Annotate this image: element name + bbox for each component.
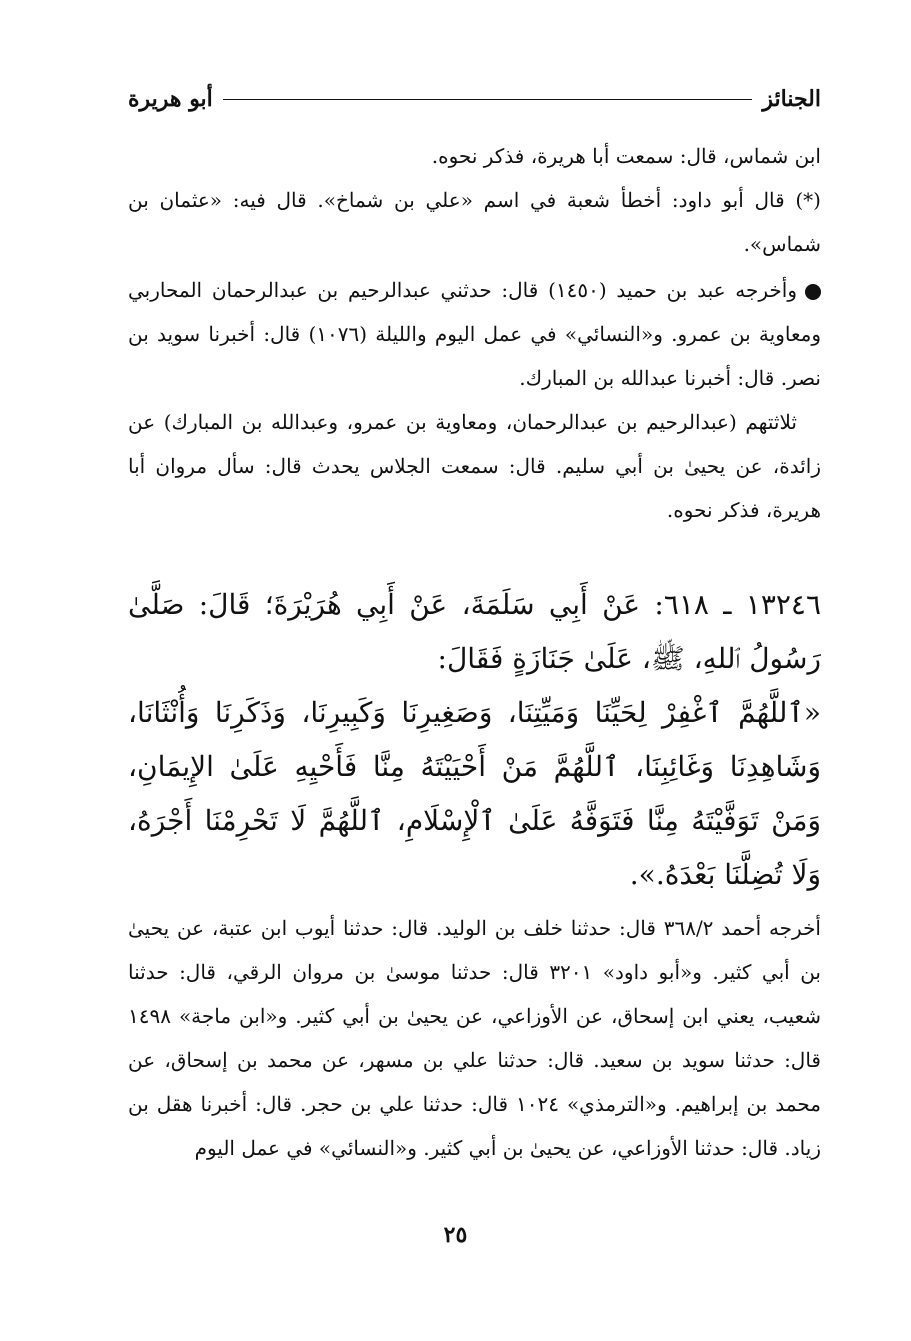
chapter-title: الجنائز [762,86,821,112]
hadith-intro: ١٣٢٤٦ ـ ٦١٨: عَنْ أَبِي سَلَمَةَ، عَنْ أَبِي هُرَيْرَةَ؛ قَالَ: صَلَّىٰ رَسُولُ ٱللهِ، ﷺ، عَلَىٰ جَنَازَةٍ فَقَالَ: [128,588,821,675]
paragraph-4: ثلاثتهم (عبدالرحيم بن عبدالرحمان، ومعاوية بن عمرو، وعبدالله بن المبارك) عن زائدة، عن يحيىٰ بن أبي سليم. قال: سمعت الجلاس يحدث قال: سأل مروان أبا هريرة، فذكر نحوه. [128,410,822,522]
author-title: أبو هريرة [128,86,213,112]
header-rule [223,99,753,100]
running-header [128,82,821,116]
paragraph-1: ابن شماس، قال: سمعت أبا هريرة، فذكر نحوه. [431,144,821,168]
hadith-text: «ٱللَّهُمَّ ٱغْفِرْ لِحَيِّنَا وَمَيِّتِنَا، وَصَغِيرِنَا وَكَبِيرِنَا، وَذَكَرِنَا وَأُنْثَانَا، وَشَاهِدِنَا وَغَائِبِنَا، ٱللَّهُمَّ مَنْ أَحْيَيْتَهُ مِنَّا فَأَحْيِهِ عَلَىٰ الإِيمَانِ، وَمَنْ تَوَفَّيْتَهُ مِنَّا فَتَوَفَّهُ عَلَىٰ ٱلْإِسْلَامِ، ٱللَّهُمَّ لَا تَحْرِمْنَا أَجْرَهُ، وَلَا تُضِلَّنَا بَعْدَهُ.». [128,696,821,891]
paragraph-note: (*) قال أبو داود: أخطأ شعبة في اسم «علي بن شماخ». قال فيه: «عثمان بن شماس». [128,188,821,256]
paragraph-3 [128,268,821,400]
page-number: ٢٥ [443,1222,468,1248]
paragraph-3-text: وأخرجه عبد بن حميد (١٤٥٠) قال: حدثني عبدالرحيم بن عبدالرحمان المحاربي ومعاوية بن عمرو. و«النسائي» في عمل اليوم والليلة (١٠٧٦) قال: أخبرنا سويد بن نصر. قال: أخبرنا عبدالله بن المبارك. [128,278,821,390]
bullet-icon [805,284,821,300]
takhrij-paragraph: أخرجه أحمد ٣٦٨/٢ قال: حدثنا خلف بن الوليد. قال: حدثنا أيوب ابن عتبة، عن يحيىٰ بن أبي كثير. و«أبو داود» ٣٢٠١ قال: حدثنا موسىٰ بن مروان الرقي، قال: حدثنا شعيب، يعني ابن إسحاق، عن الأوزاعي، عن يحيىٰ بن أبي كثير. و«ابن ماجة» ١٤٩٨ قال: حدثنا سويد بن سعيد. قال: حدثنا علي بن مسهر، عن محمد بن إسحاق، عن محمد بن إبراهيم. و«الترمذي» ١٠٢٤ قال: حدثنا علي بن حجر. قال: أخبرنا هقل بن زياد. قال: حدثنا الأوزاعي، عن يحيىٰ بن أبي كثير. و«النسائي» في عمل اليوم [128,916,822,1160]
